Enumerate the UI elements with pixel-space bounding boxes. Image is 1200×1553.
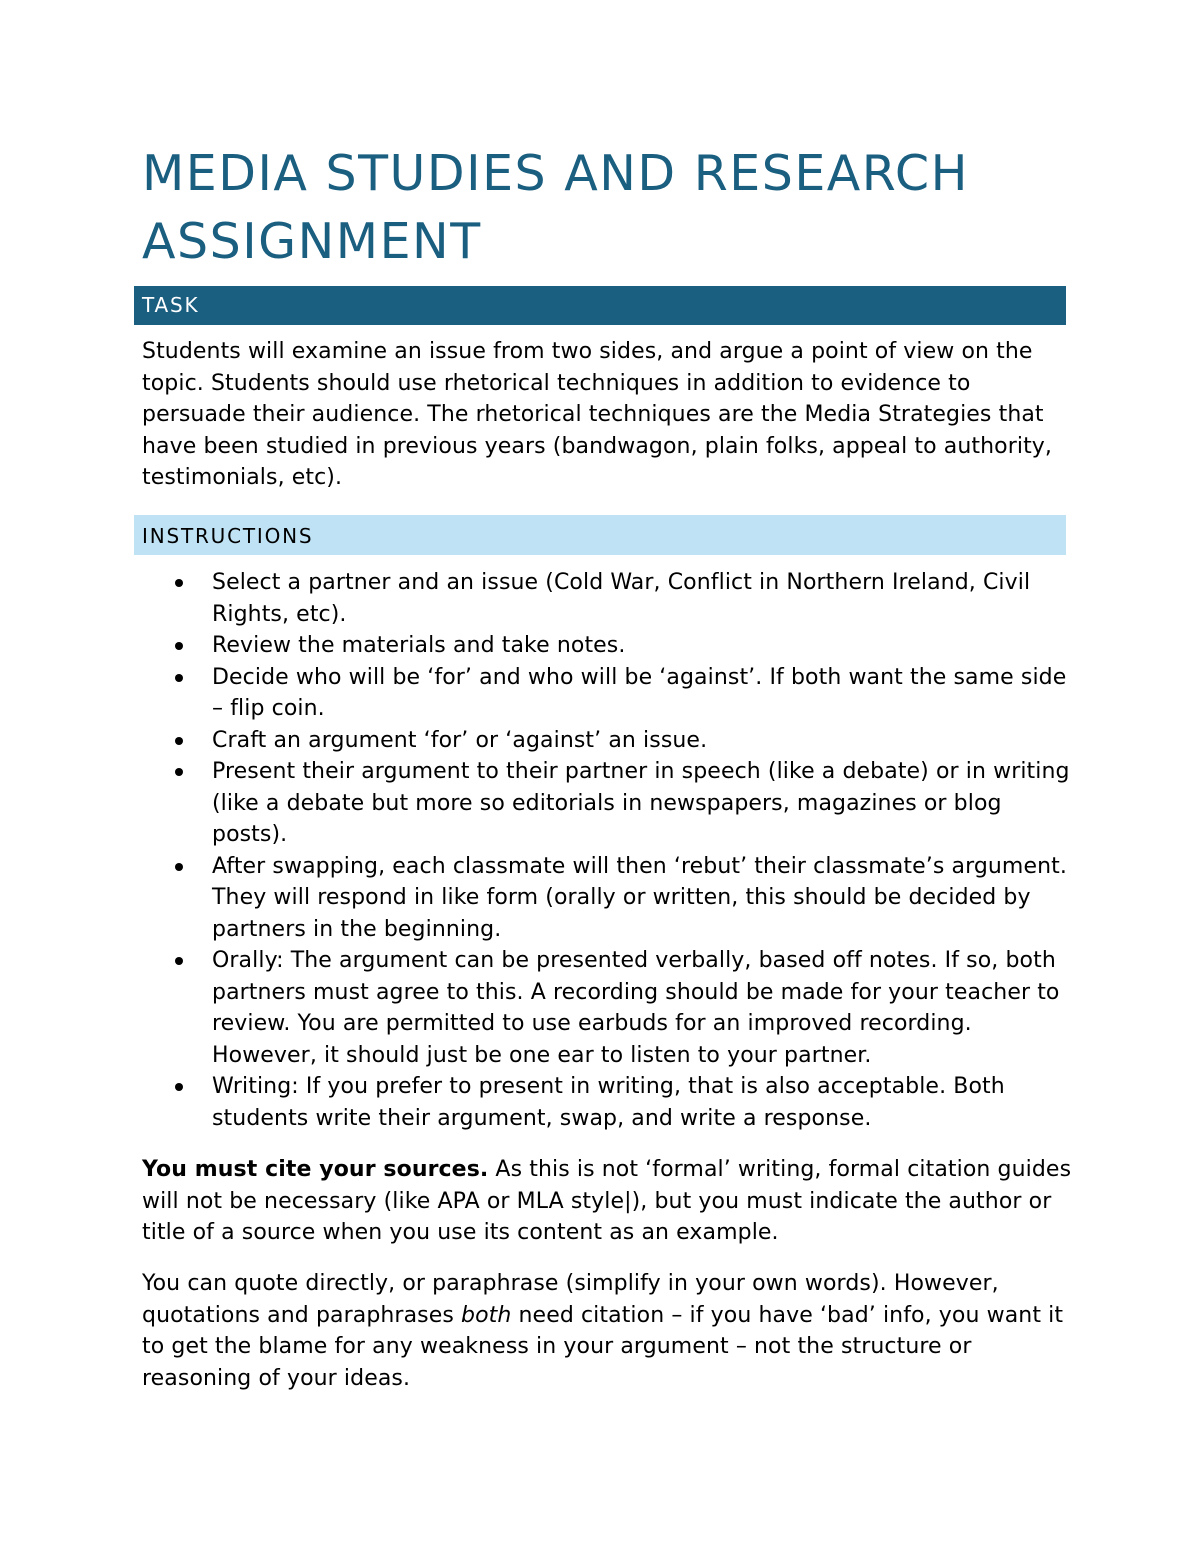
bullet-icon: [175, 737, 183, 745]
instructions-list: [142, 567, 1072, 1134]
instruction-item: [142, 662, 1072, 725]
instruction-item: [142, 945, 1072, 1071]
bullet-icon: [175, 674, 183, 682]
instruction-item: [142, 567, 1072, 630]
instruction-item: [142, 630, 1072, 662]
quoting-text-after: need citation – if you have ‘bad’ info, you want it to get the blame for any weakness in your argument – not the structure or reasoning of your ideas.: [142, 1302, 1064, 1391]
task-description: Students will examine an issue from two sides, and argue a point of view on the topic. Students should use rhetorical techniques in addition to evidence to persuade their audience. The rhetorical techniques are the Media Strategies that have been studied in previous years (bandwagon, plain folks, appeal to authority, testimonials, etc).: [142, 339, 1053, 490]
instruction-text: Craft an argument ‘for’ or ‘against’ an issue.: [212, 727, 708, 753]
instruction-item: [142, 756, 1072, 851]
instructions-heading: INSTRUCTIONS: [134, 515, 1066, 555]
citation-paragraph: [142, 1154, 1072, 1249]
quoting-emphasis: both: [461, 1302, 512, 1328]
instruction-text: Orally: The argument can be presented verbally, based off notes. If so, both partners must agree to this. A recording should be made for your teacher to review. You are permitted to use earbuds for an improved recording. However, it should just be one ear to listen to your partner.: [212, 948, 1060, 1068]
bullet-icon: [175, 768, 183, 776]
instruction-item: [142, 1071, 1072, 1134]
instruction-text: Present their argument to their partner in speech (like a debate) or in writing (like a debate but more so editorials in newspapers, magazines or blog posts).: [212, 759, 1070, 847]
instruction-text: After swapping, each classmate will then ‘rebut’ their classmate’s argument. They will respond in like form (orally or written, this should be decided by partners in the beginning.: [212, 853, 1067, 942]
citation-text: As this is not ‘formal’ writing, formal citation guides will not be necessary (like APA or MLA style|), but you must indicate the author or title of a source when you use its content as an example.: [142, 1157, 1072, 1245]
bullet-icon: [175, 863, 183, 871]
bullet-icon: [175, 579, 183, 587]
instruction-item: [142, 725, 1072, 757]
bullet-icon: [175, 957, 183, 965]
instruction-item: [142, 851, 1072, 946]
quoting-text-before: You can quote directly, or paraphrase (simplify in your own words). However, quotations and paraphrases: [142, 1271, 999, 1328]
instruction-text: Select a partner and an issue (Cold War, Conflict in Northern Ireland, Civil Rights, etc).: [212, 570, 1031, 627]
citation-lead: You must cite your sources.: [142, 1157, 489, 1182]
document-title: MEDIA STUDIES AND RESEARCH ASSIGNMENT: [142, 145, 969, 270]
task-heading: TASK: [134, 286, 1066, 325]
bullet-icon: [175, 1083, 183, 1091]
instruction-text: Decide who will be ‘for’ and who will be ‘against’. If both want the same side – flip coin.: [212, 664, 1067, 721]
quoting-paragraph: [142, 1268, 1072, 1394]
instruction-text: Review the materials and take notes.: [212, 633, 626, 658]
instruction-text: Writing: If you prefer to present in writing, that is also acceptable. Both students write their argument, swap, and write a response.: [212, 1074, 1005, 1131]
bullet-icon: [175, 642, 183, 650]
